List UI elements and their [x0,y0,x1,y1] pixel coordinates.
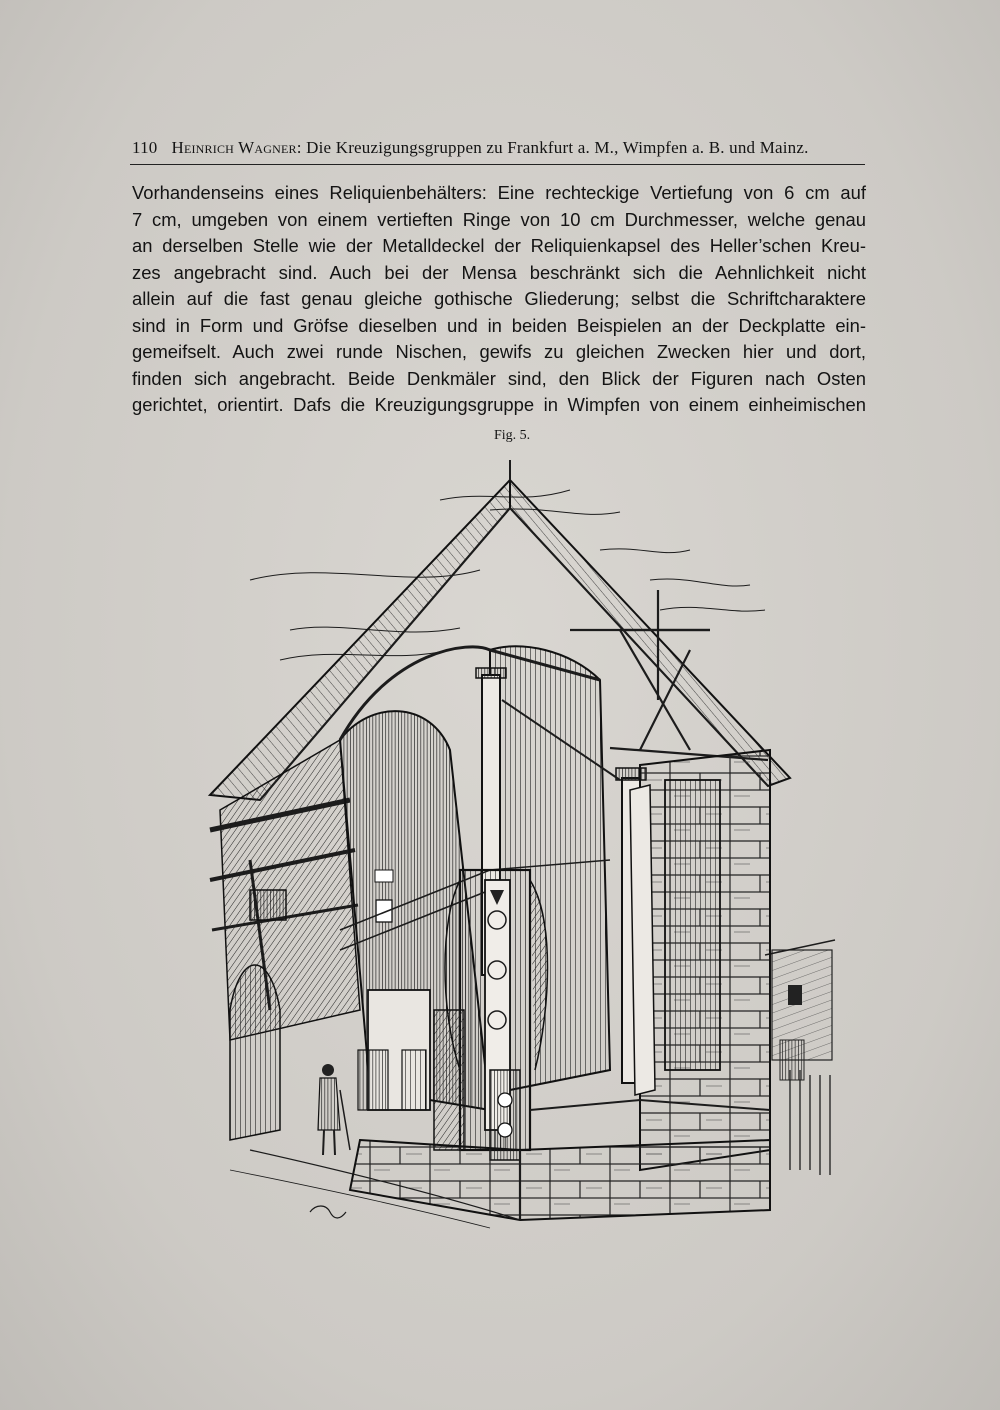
doorway [358,990,430,1110]
sky-strokes [250,490,765,660]
figure-engraving [190,450,840,1230]
body-line: gerichtet, orientirt. Dafs die Kreuzigungsgruppe in Wimpfen von einem einheimischen [132,394,866,415]
crucifixion-group [434,870,548,1160]
stone-wall [630,750,770,1170]
body-line: gemeifselt. Auch zwei runde Nischen, gewifs zu gleichen Zwecken hier und dort, [132,341,866,362]
body-line: allein auf die fast genau gleiche gothische Gliederung; selbst die Schriftcharaktere [132,288,866,309]
header-author: Heinrich Wagner [171,138,297,157]
background-house [765,940,835,1175]
figure-man [318,1064,350,1155]
page-number: 110 [132,138,158,157]
figure-caption: Fig. 5. [494,428,531,443]
header-rule [130,164,865,165]
body-line: 7 cm, umgeben von einem vertieften Ringe von 10 cm Durchmesser, welche genau [132,208,866,230]
chapel-illustration [190,450,840,1230]
header-title: : Die Kreuzigungsgruppen zu Frankfurt a. M., Wimpfen a. B. und Mainz. [296,138,809,157]
running-header [132,138,864,158]
body-line: Vorhandenseins eines Reliquienbehälters: Eine rechteckige Vertiefung von 6 cm auf [132,182,866,203]
body-line: an derselben Stelle wie der Metalldeckel der Reliquienkapsel des Heller’schen Kreu- [132,235,866,256]
body-line: finden sich angebracht. Beide Denkmäler sind, den Blick der Figuren nach Osten [132,367,866,389]
side-wall [210,740,360,1140]
body-line: zes angebracht sind. Auch bei der Mensa beschränkt sich die Aehnlichkeit nicht [132,261,866,283]
body-line: sind in Form und Gröfse dieselben und in beiden Beispielen an der Deckplatte ein- [132,314,866,336]
body-paragraph [132,180,866,419]
